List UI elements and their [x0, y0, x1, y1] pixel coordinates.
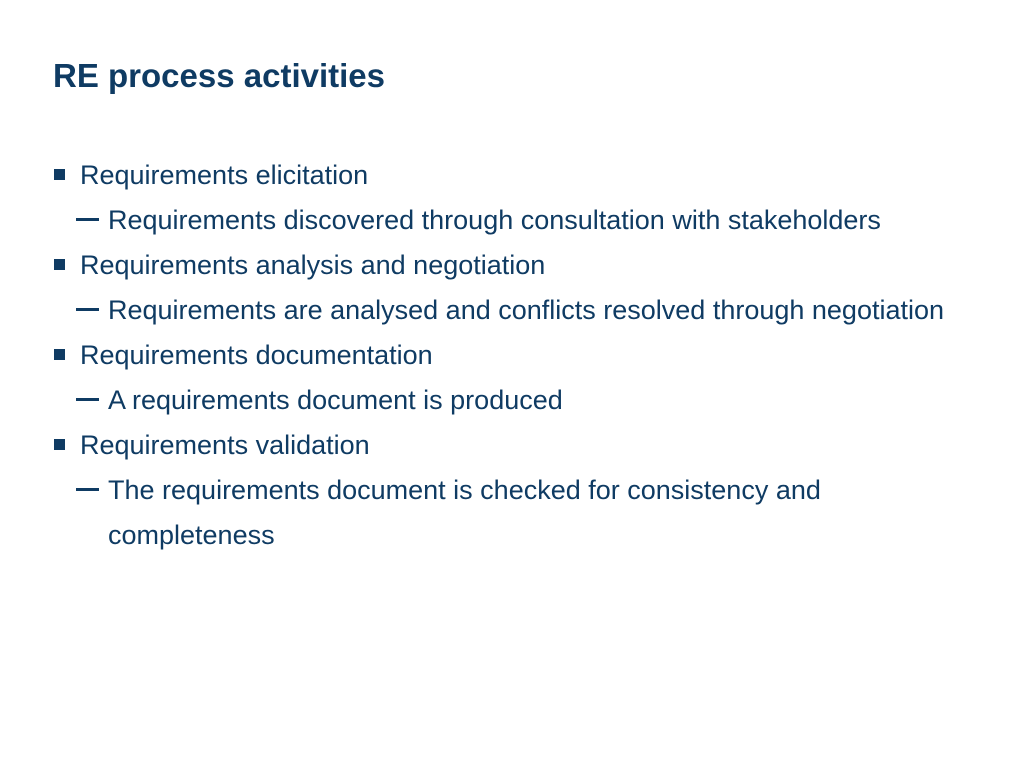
bullet-row — [53, 243, 993, 288]
sub-bullet-list — [53, 198, 993, 243]
bullet-item-elicitation — [53, 153, 993, 243]
sub-bullet-text: Requirements are analysed and conflicts resolved through negotiation — [108, 295, 945, 325]
bullet-row — [53, 423, 993, 468]
bullet-row — [53, 333, 993, 378]
slide-title: RE process activities — [53, 57, 385, 94]
sub-bullet-item — [53, 288, 993, 333]
bullet-row — [53, 153, 993, 198]
bullet-item-documentation — [53, 333, 993, 423]
bullet-item-analysis — [53, 243, 993, 333]
dash-bullet-icon — [76, 218, 99, 221]
sub-bullet-list — [53, 468, 993, 558]
square-bullet-icon — [54, 169, 65, 180]
bullet-label: Requirements analysis and negotiation — [80, 250, 546, 280]
dash-bullet-icon — [76, 308, 99, 311]
dash-bullet-icon — [76, 488, 99, 491]
sub-bullet-list — [53, 288, 993, 333]
sub-bullet-item — [53, 198, 993, 243]
square-bullet-icon — [54, 349, 65, 360]
sub-bullet-item — [53, 378, 993, 423]
sub-bullet-item — [53, 468, 993, 558]
bullet-label: Requirements documentation — [80, 340, 433, 370]
square-bullet-icon — [54, 259, 65, 270]
sub-bullet-text: The requirements document is checked for consistency and completeness — [108, 475, 821, 550]
bullet-list — [53, 153, 993, 558]
sub-bullet-list — [53, 378, 993, 423]
sub-bullet-text: A requirements document is produced — [108, 385, 563, 415]
bullet-label: Requirements validation — [80, 430, 370, 460]
square-bullet-icon — [54, 439, 65, 450]
bullet-item-validation — [53, 423, 993, 558]
bullet-label: Requirements elicitation — [80, 160, 369, 190]
sub-bullet-text: Requirements discovered through consultation with stakeholders — [108, 205, 881, 235]
dash-bullet-icon — [76, 398, 99, 401]
